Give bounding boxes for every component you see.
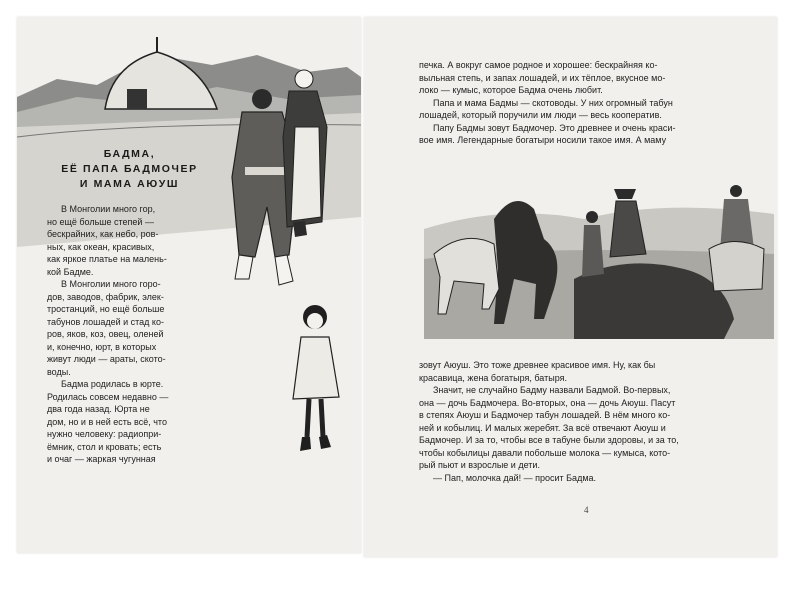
text-line: кой Бадме. bbox=[47, 266, 94, 277]
text-line: ней и кобылиц. И малых жеребят. За всё отвечают Аюуш и bbox=[419, 422, 666, 433]
right-page bbox=[364, 17, 777, 557]
left-page bbox=[17, 17, 361, 553]
text-line: В Монголии много гор, bbox=[61, 204, 156, 214]
text-line: тростанций, но ещё больше bbox=[47, 304, 165, 314]
text-line: нужно человеку: радиопри- bbox=[47, 429, 162, 439]
chapter-title bbox=[47, 147, 212, 192]
right-top-text bbox=[419, 59, 759, 147]
text-line: Бадма родилась в юрте. bbox=[61, 379, 164, 389]
page-number: 4 bbox=[584, 505, 589, 515]
text-line: рый пьют и взрослые и дети. bbox=[419, 460, 540, 470]
text-line: красавица, жена богатыря, батыря. bbox=[419, 372, 567, 383]
text-line: ных, как океан, красивых, bbox=[47, 241, 155, 252]
text-line: Папа и мама Бадмы — скотоводы. У них огромный табун bbox=[433, 97, 673, 108]
horsemen-illustration bbox=[424, 159, 774, 339]
text-line: Родилась совсем недавно — bbox=[47, 391, 169, 402]
text-line: Бадмочер. И за то, чтобы все в табуне были здоровы, и за то, bbox=[419, 435, 679, 445]
text-line: — Пап, молочка дай! — просит Бадма. bbox=[433, 472, 597, 483]
text-line: зовут Аюуш. Это тоже древнее красивое имя. Ну, как бы bbox=[419, 360, 656, 370]
text-line: в степях Аюуш и Бадмочер табун лошадей. В нём много ко- bbox=[419, 410, 671, 420]
left-body-text bbox=[47, 203, 217, 466]
text-line: воды. bbox=[47, 366, 71, 377]
text-line: ёмник, стол и кровать; есть bbox=[47, 441, 162, 452]
title-line: И МАМА АЮУШ bbox=[79, 178, 180, 190]
text-line: выльная степь, и запах лошадей, и их тёплое, вкусное мо- bbox=[419, 72, 666, 83]
text-line: В Монголии много горо- bbox=[61, 279, 161, 289]
text-line: живут люди — араты, ското- bbox=[47, 354, 166, 364]
yurt bbox=[105, 52, 217, 109]
text-line: и, конечно, юрт, в которых bbox=[47, 341, 157, 352]
yurt-door bbox=[127, 89, 147, 109]
text-line: печка. А вокруг самое родное и хорошее: бескрайняя ко- bbox=[419, 60, 658, 70]
text-line: табунов лошадей и стад ко- bbox=[47, 316, 164, 327]
text-line: два года назад. Юрта не bbox=[47, 404, 150, 414]
text-line: она — дочь Бадмочера. Во-вторых, она — дочь Аюуш. Пасут bbox=[419, 397, 676, 408]
child-figure bbox=[293, 305, 339, 451]
title-line: БАДМА, bbox=[103, 148, 156, 160]
text-line: дом, но и в ней есть всё, что bbox=[47, 416, 167, 427]
text-line: чтобы кобылицы давали побольше молока — кумыса, кото- bbox=[419, 447, 671, 458]
text-line: и очаг — жаркая чугунная bbox=[47, 454, 156, 464]
text-line: вое имя. Легендарные богатыри носили такое имя. А маму bbox=[419, 135, 667, 145]
right-bottom-text bbox=[419, 359, 759, 484]
title-line: ЕЁ ПАПА БАДМОЧЕР bbox=[61, 163, 198, 175]
text-line: но ещё больше степей — bbox=[47, 216, 154, 227]
text-line: дов, заводов, фабрик, элек- bbox=[47, 291, 164, 302]
text-line: ров, яков, коз, овец, оленей bbox=[47, 329, 164, 339]
text-line: Значит, не случайно Бадму назвали Бадмой. Во-первых, bbox=[433, 385, 671, 395]
text-line: как яркое платье на малень- bbox=[47, 254, 167, 264]
text-line: бескрайних, как небо, ров- bbox=[47, 229, 159, 239]
text-line: локо — кумыс, которое Бадма очень любит. bbox=[419, 85, 603, 95]
text-line: Папу Бадмы зовут Бадмочер. Это древнее и очень краси- bbox=[433, 122, 676, 133]
text-line: лошадей, который поручили им люди — весь кооператив. bbox=[419, 110, 662, 120]
